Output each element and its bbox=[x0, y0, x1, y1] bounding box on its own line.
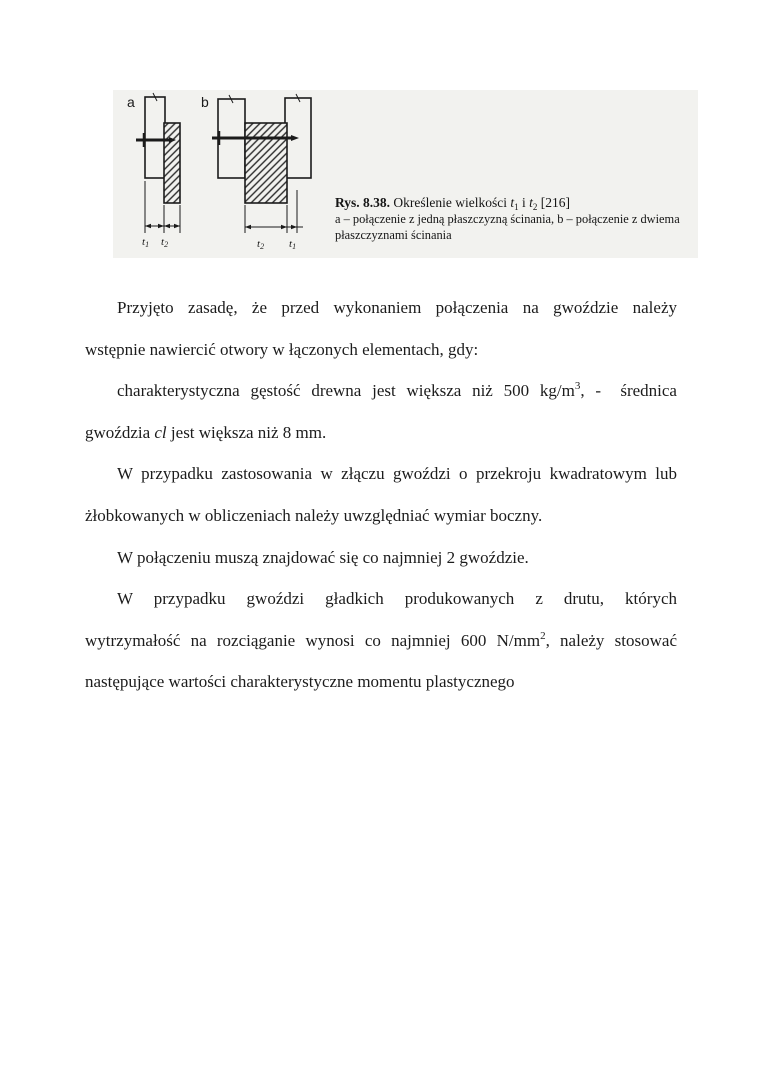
dim-label-a-t1: $t_1$ bbox=[142, 236, 150, 249]
text-line: następujące wartości charakterystyczne momentu plastycznego bbox=[85, 672, 515, 692]
body-text bbox=[85, 287, 677, 703]
member-side-a bbox=[145, 97, 165, 178]
text-line: Przyjęto zasadę, że przed wykonaniem połączenia na gwoździe należy bbox=[117, 298, 677, 317]
text-line: wytrzymałość na rozciąganie wynosi co najmniej 600 $N/mm^2$, należy stosować bbox=[85, 629, 677, 650]
text-line: W przypadku gwoździ gładkich produkowanych z drutu, których bbox=[117, 589, 677, 609]
member-main-a bbox=[164, 123, 180, 203]
figure-caption bbox=[335, 194, 695, 243]
diagram-b-label: b bbox=[201, 94, 209, 110]
diagram-a-label: a bbox=[127, 94, 135, 110]
text-line: charakterystyczna gęstość drewna jest większa niż 500 $kg/m^3$, - średnica bbox=[117, 380, 677, 401]
diagram-a bbox=[127, 93, 180, 233]
text-line: wstępnie nawiercić otwory w łączonych elementach, gdy: bbox=[85, 339, 479, 359]
diagram-b bbox=[201, 94, 311, 233]
text-line: W przypadku zastosowania w złączu gwoździ o przekroju kwadratowym lub bbox=[117, 464, 677, 484]
text-line: gwoździa cl jest większa niż 8 mm. bbox=[85, 422, 327, 442]
member-middle-b bbox=[245, 123, 287, 203]
dim-label-b-t1: $t_1$ bbox=[289, 238, 297, 251]
figure-caption-title: Rys. 8.38. Określenie wielkości $t_1$ i $t_2$ [216] bbox=[335, 195, 571, 212]
figure-caption-sub-line1: a – połączenie z jedną płaszczyzną ścinania, b – połączenie z dwiema bbox=[335, 212, 680, 226]
figure-rys-8-38 bbox=[113, 90, 698, 258]
text-line: W połączeniu muszą znajdować się co najmniej 2 gwoździe. bbox=[117, 547, 529, 567]
text-line: żłobkowanych w obliczeniach należy uwzględniać wymiar boczny. bbox=[85, 505, 543, 525]
dim-label-b-t2: $t_2$ bbox=[257, 238, 265, 251]
figure-caption-sub-line2: płaszczyznami ścinania bbox=[335, 227, 452, 242]
dim-label-a-t2: $t_2$ bbox=[161, 236, 169, 249]
